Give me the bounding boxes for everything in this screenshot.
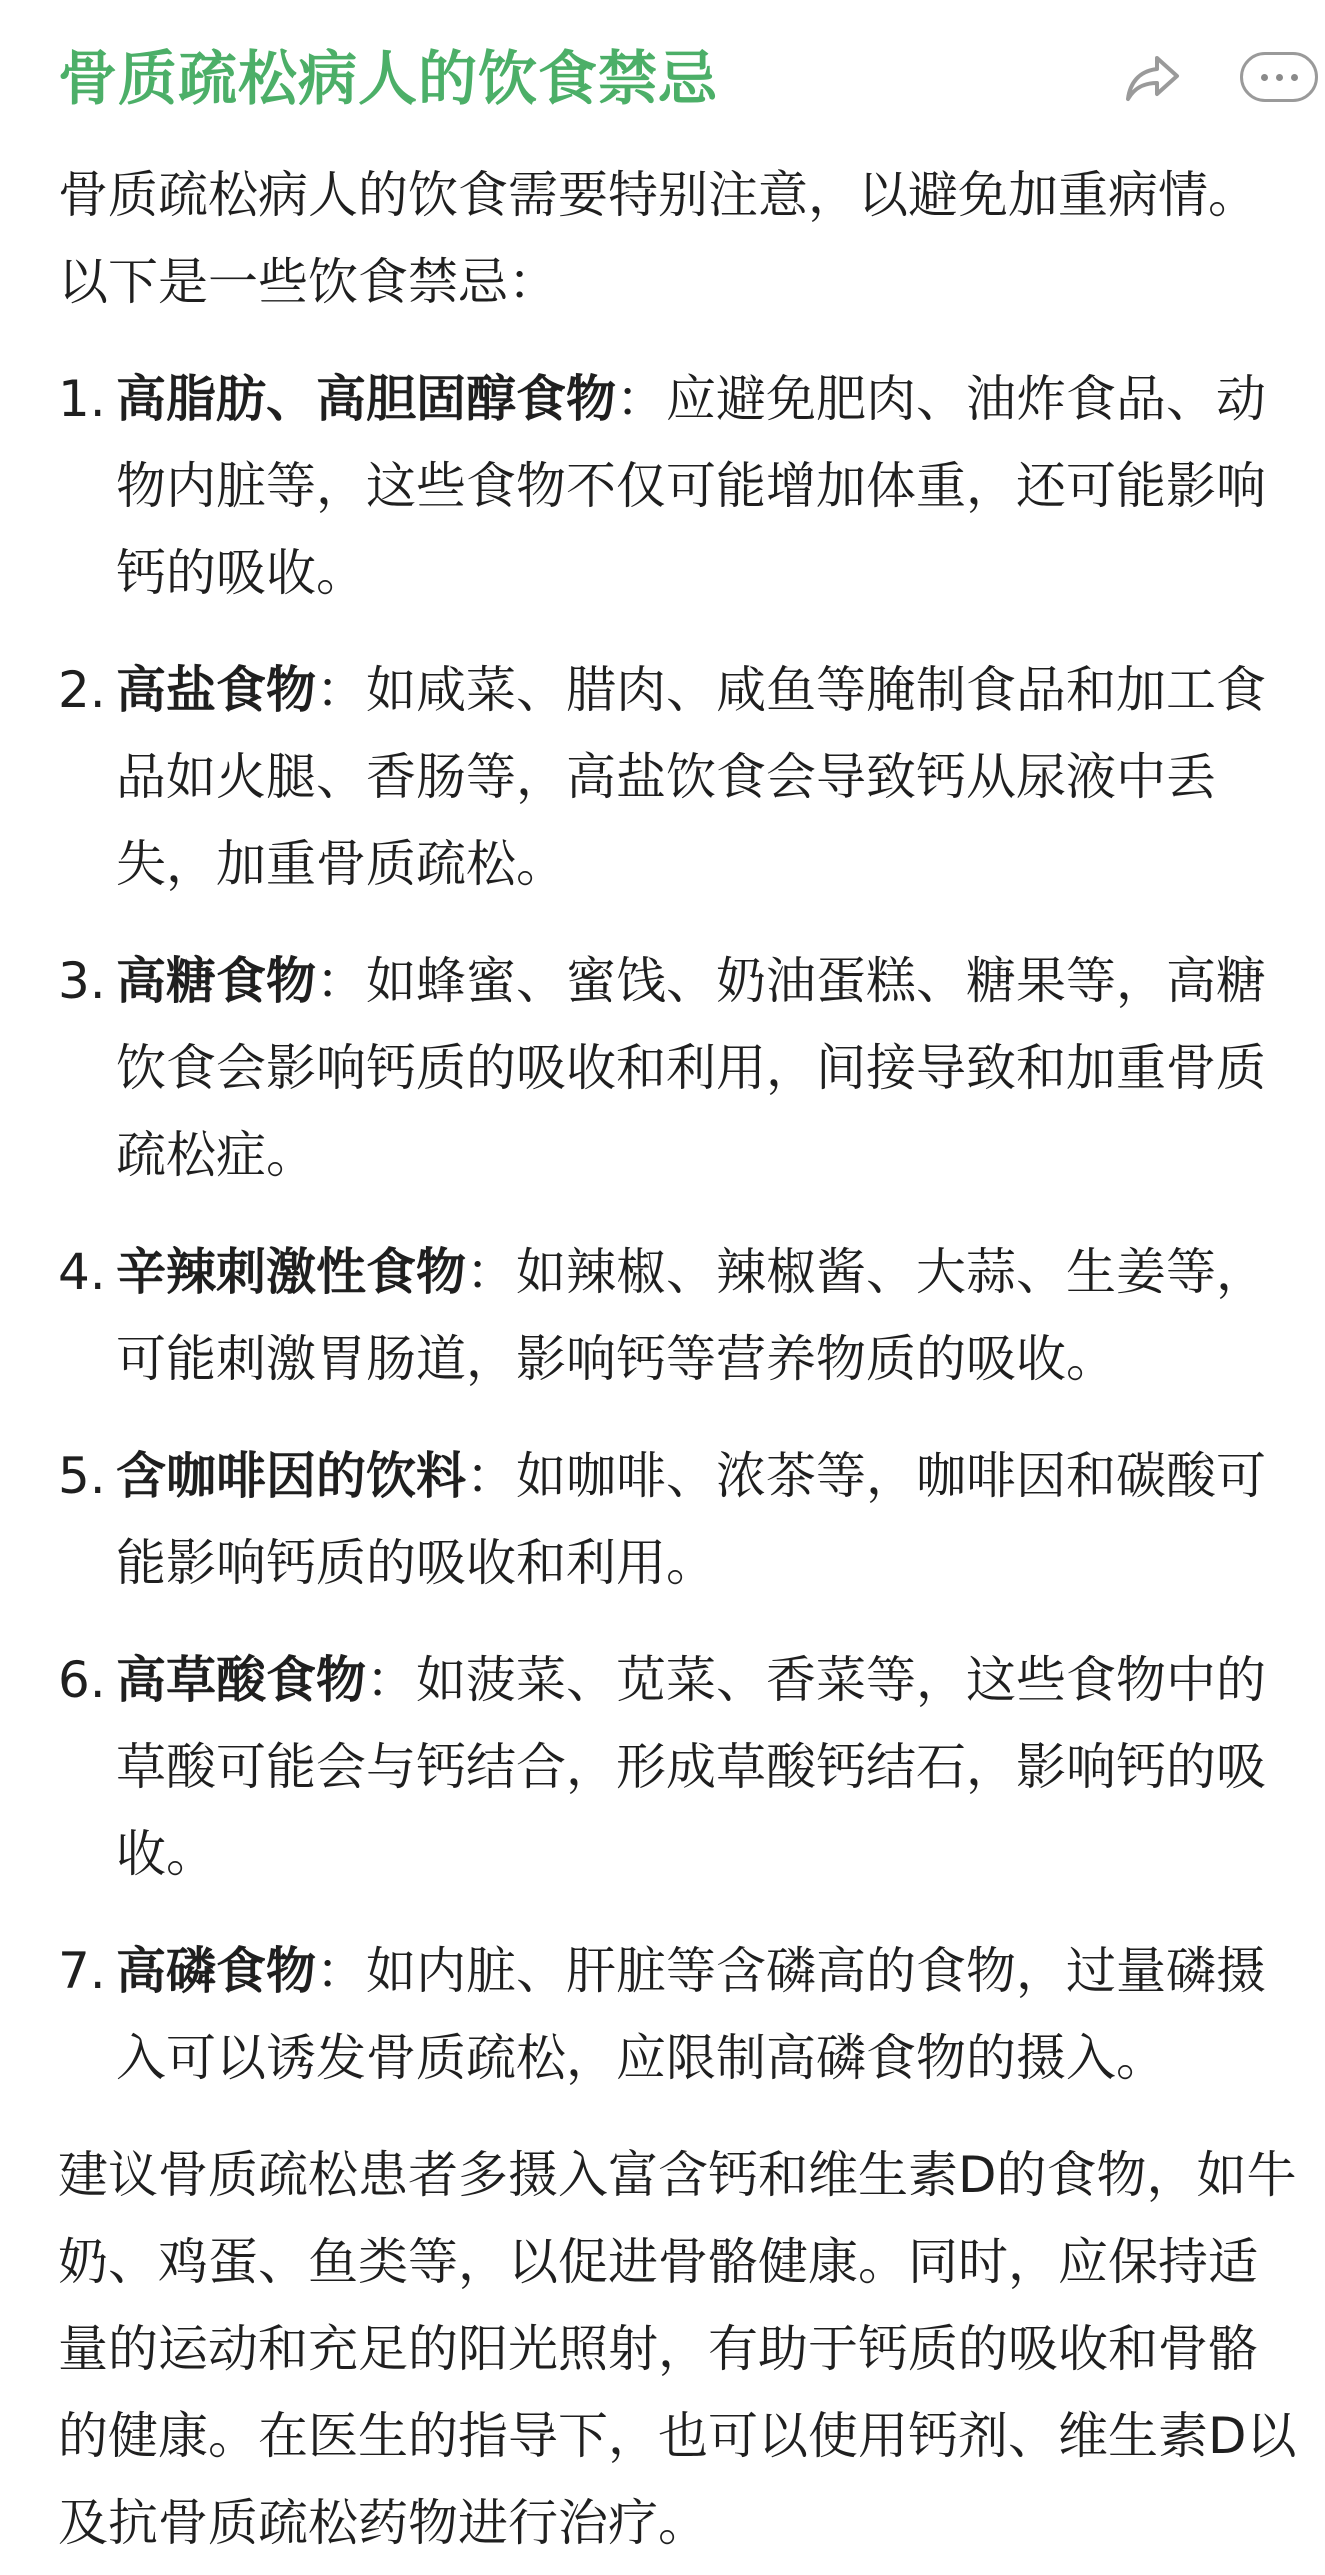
article-body [58,152,1298,2567]
list-item-number: 1. [58,370,106,428]
list-item [58,1637,1298,1898]
list-item-number: 6. [58,1651,106,1709]
list-item-text: 如菠菜、苋菜、香菜等，这些食物中的草酸可能会与钙结合，形成草酸钙结石，影响钙的吸收。 [116,1651,1266,1883]
list-item [58,356,1298,617]
list-item-separator: ： [316,661,366,719]
page-title: 骨质疏松病人的饮食禁忌 [58,44,719,113]
intro-paragraph: 骨质疏松病人的饮食需要特别注意，以避免加重病情。以下是一些饮食禁忌： [58,166,1258,311]
list-item-term: 高糖食物 [116,952,316,1010]
list-item-separator: ： [466,1447,516,1505]
list-item [58,647,1298,908]
list-item-number: 2. [58,661,106,719]
list-item-number: 5. [58,1447,106,1505]
list-item-term: 含咖啡因的饮料 [116,1447,466,1505]
share-arrow-icon [1123,50,1183,106]
list-item-term: 高磷食物 [116,1942,316,2000]
share-button[interactable] [1118,46,1188,110]
list-item-separator: ： [316,1942,366,2000]
list-item-term: 辛辣刺激性食物 [116,1243,466,1301]
list-item-text: 如咖啡、浓茶等，咖啡因和碳酸可能影响钙质的吸收和利用。 [116,1447,1266,1592]
diet-taboo-list [58,356,1298,2102]
more-dots-icon [1291,74,1298,81]
list-item-term: 高脂肪、高胆固醇食物 [116,370,616,428]
list-item-separator: ： [366,1651,416,1709]
list-item [58,1433,1298,1607]
list-item-number: 4. [58,1243,106,1301]
more-dots-icon [1276,74,1283,81]
list-item-text: 如内脏、肝脏等含磷高的食物，过量磷摄入可以诱发骨质疏松，应限制高磷食物的摄入。 [116,1942,1266,2087]
more-options-button[interactable] [1240,52,1318,102]
list-item-number: 7. [58,1942,106,2000]
list-item [58,938,1298,1199]
list-item-number: 3. [58,952,106,1010]
list-item-separator: ： [466,1243,516,1301]
list-item-text: 如咸菜、腊肉、咸鱼等腌制食品和加工食品如火腿、香肠等，高盐饮食会导致钙从尿液中丢失，加重骨质疏松。 [116,661,1266,893]
closing-paragraph: 建议骨质疏松患者多摄入富含钙和维生素D的食物，如牛奶、鸡蛋、鱼类等，以促进骨骼健康。同时，应保持适量的运动和充足的阳光照射，有助于钙质的吸收和骨骼的健康。在医生的指导下，也可以使用钙剂、维生素D以及抗骨质疏松药物进行治疗。 [58,2146,1297,2552]
list-item-text: 如辣椒、辣椒酱、大蒜、生姜等，可能刺激胃肠道，影响钙等营养物质的吸收。 [116,1243,1266,1388]
list-item-separator: ： [316,952,366,1010]
list-item-term: 高盐食物 [116,661,316,719]
article-header [58,38,1283,128]
list-item [58,1928,1298,2102]
list-item-term: 高草酸食物 [116,1651,366,1709]
list-item [58,1229,1298,1403]
more-dots-icon [1261,74,1268,81]
list-item-separator: ： [616,370,666,428]
list-item-text: 如蜂蜜、蜜饯、奶油蛋糕、糖果等，高糖饮食会影响钙质的吸收和利用，间接导致和加重骨质疏松症。 [116,952,1266,1184]
list-item-text: 应避免肥肉、油炸食品、动物内脏等，这些食物不仅可能增加体重，还可能影响钙的吸收。 [116,370,1266,602]
